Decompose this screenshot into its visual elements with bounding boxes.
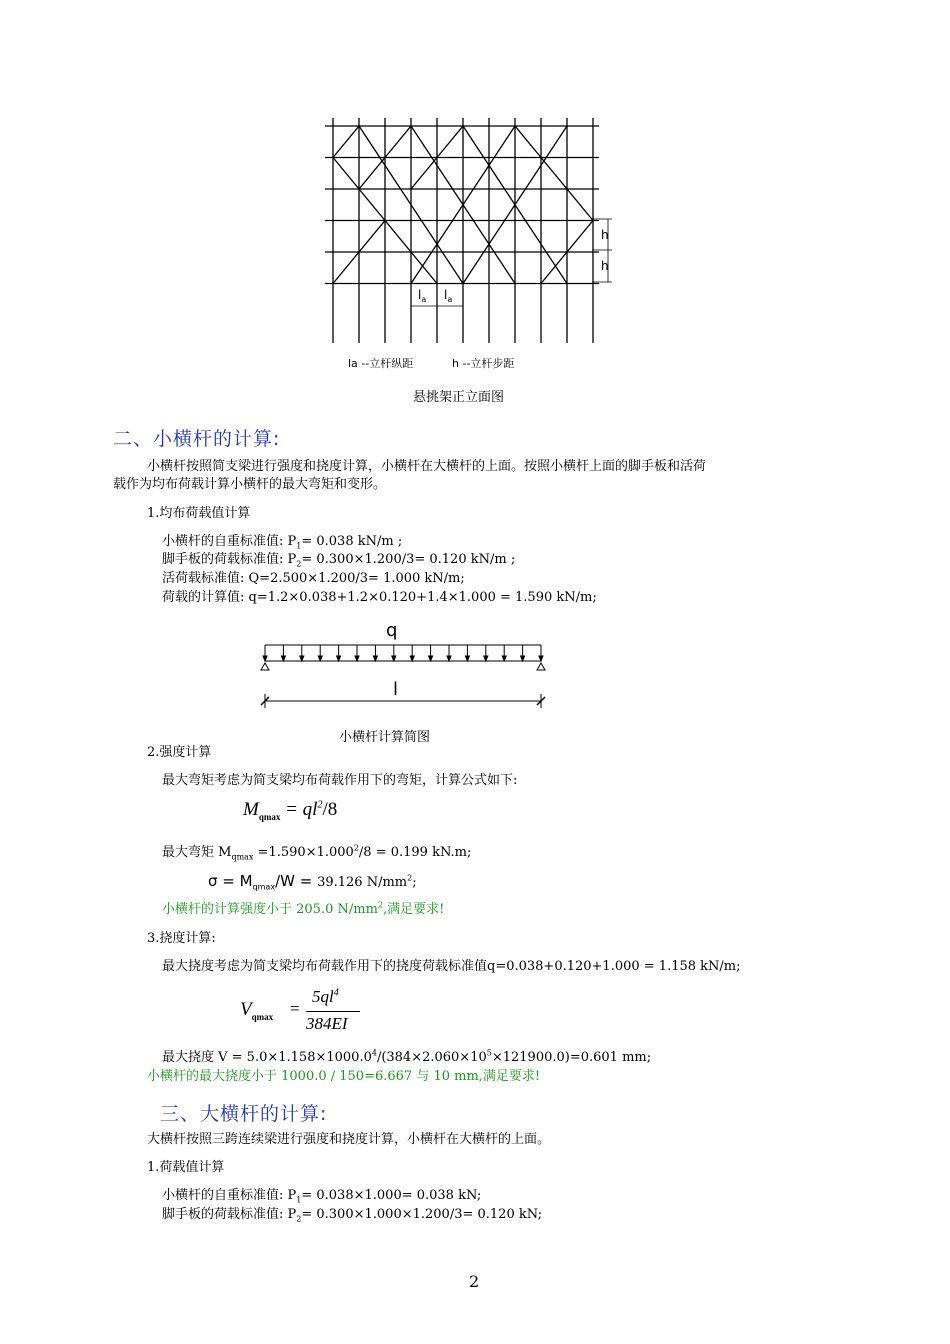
load-arrowhead: [539, 656, 543, 661]
load-arrowhead: [263, 656, 267, 661]
large-bar-self-weight: 小横杆的自重标准值: $P_1= 0.038\times 1.000= 0.038$ kN;: [162, 1188, 482, 1205]
load-arrowhead: [373, 656, 377, 661]
plank-load: 脚手板的荷载标准值: $P_2= 0.300\times 1.200/3= 0.120$ kN/m ;: [162, 552, 516, 569]
section-3-heading: 三、大横杆的计算:: [160, 1103, 328, 1125]
max-moment-value: 最大弯矩 $M_{qmax} =1.590\times 1.000^2/8 = 0.199$ kN.m;: [162, 843, 472, 862]
section-3-intro: 大横杆按照三跨连续梁进行强度和挠度计算，小横杆在大横杆的上面。: [147, 1132, 551, 1147]
dim-h-lower: h: [601, 259, 609, 273]
deflection-formula: $V_{qmax}$ = $5ql^4$ 384EI: [240, 985, 370, 1040]
dim-la-right: $l_a$: [444, 288, 453, 304]
dimension-lines: [411, 219, 612, 308]
large-bar-plank-load: 脚手板的荷载标准值: $P_2= 0.300\times 1.000\times 1.200/3= 0.120$ kN;: [162, 1207, 543, 1224]
dim-h-upper: h: [601, 228, 609, 242]
right-support-icon: [537, 663, 545, 670]
left-support-icon: [261, 663, 269, 670]
load-arrowhead: [521, 656, 525, 661]
design-load: 荷载的计算值: q=1.2×0.038+1.2×0.120+1.4×1.000 = 1.590 kN/m;: [162, 590, 597, 605]
load-arrowhead: [392, 656, 396, 661]
subsection-strength: 2.强度计算: [147, 745, 212, 760]
deflection-check-ok: 小横杆的最大挠度小于 1000.0 / 150=6.667 与 10 mm,满足要求!: [147, 1069, 541, 1084]
figure-legend-h: h --立杆步距: [452, 357, 515, 370]
stress-value: $\sigma = M_{qmax}/W = 39.126$ $N/mm^2$;: [208, 872, 417, 892]
subsection-load-values: 1.荷载值计算: [147, 1160, 225, 1175]
subsection-deflection: 3.挠度计算:: [147, 931, 216, 946]
moment-description: 最大弯矩考虑为简支梁均布荷载作用下的弯矩，计算公式如下:: [162, 773, 518, 788]
load-arrowhead: [502, 656, 506, 661]
diagonal-brace: [333, 126, 359, 158]
figure-caption: 悬挑架正立面图: [413, 390, 505, 405]
section-2-intro-line2: 载作为均布荷载计算小横杆的最大弯矩和变形。: [113, 477, 387, 492]
beam-diagram-caption: 小横杆计算简图: [339, 730, 431, 745]
live-load: 活荷载标准值: Q=2.500×1.200/3= 1.000 kN/m;: [162, 571, 465, 586]
scaffold-elevation-figure: [320, 118, 630, 348]
section-2-intro-line1: 小横杆按照简支梁进行强度和挠度计算，小横杆在大横杆的上面。按照小横杆上面的脚手板和活荷: [147, 459, 707, 474]
dim-la-left: $l_a$: [418, 288, 427, 304]
figure-legend-la: la --立杆纵距: [348, 357, 414, 370]
load-arrowhead: [300, 656, 304, 661]
load-arrowhead: [337, 656, 341, 661]
load-arrowhead: [484, 656, 488, 661]
load-arrowhead: [281, 656, 285, 661]
section-2-heading: 二、小横杆的计算:: [113, 428, 281, 450]
load-arrowhead: [465, 656, 469, 661]
max-deflection-value: 最大挠度 $V = 5.0\times 1.158\times 1000.0^4/(384\times 2.060\times 10^5\times 121900.0)=0.601$ mm;: [162, 1048, 652, 1065]
deflection-description: 最大挠度考虑为简支梁均布荷载作用下的挠度荷载标准值q=0.038+0.120+1.000 = 1.158 kN/m;: [162, 959, 741, 974]
subsection-uniform-load: 1.均布荷载值计算: [147, 506, 251, 521]
load-arrowhead: [318, 656, 322, 661]
load-arrowhead: [447, 656, 451, 661]
beam-span-label: l: [393, 679, 399, 700]
load-arrowhead: [410, 656, 414, 661]
load-arrowhead: [429, 656, 433, 661]
small-bar-beam-diagram: [255, 615, 555, 715]
small-bar-self-weight: 小横杆的自重标准值: $P_1= 0.038$ kN/m ;: [162, 534, 403, 551]
page-number: 2: [469, 1272, 480, 1291]
beam-load-label: q: [386, 620, 398, 641]
load-arrowhead: [355, 656, 359, 661]
diagonal-brace: [515, 126, 593, 221]
moment-formula: $M_{qmax} = ql^2/8$: [243, 799, 338, 822]
strength-check-ok: 小横杆的计算强度小于 205.0 $N/mm^2$,满足要求!: [162, 900, 445, 917]
